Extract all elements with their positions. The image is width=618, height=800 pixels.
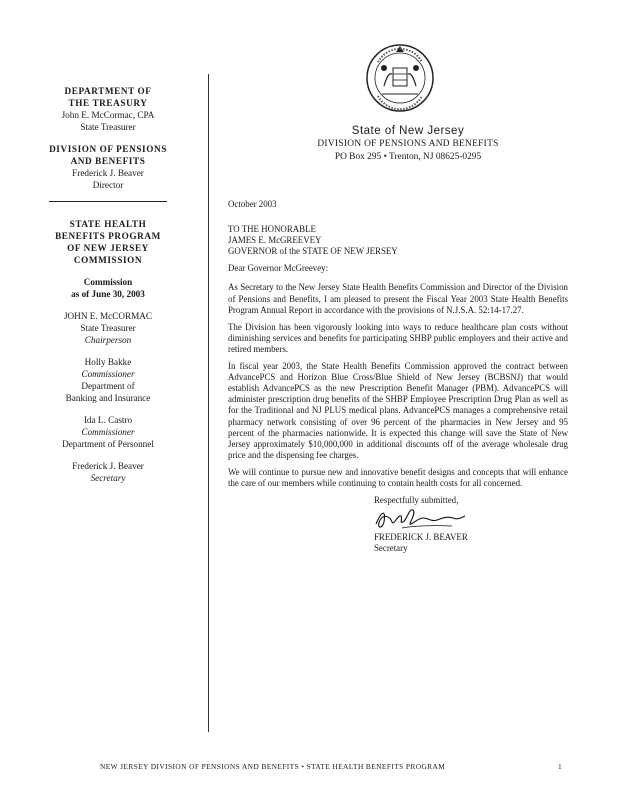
commission-heading-line: STATE HEALTH xyxy=(69,219,147,229)
member-role: Commissioner xyxy=(81,369,135,379)
paragraph: The Division has been vigorously looking into ways to reduce healthcare plan costs without diminishing services and benefits for participating SHBP public employers and their active and retired members. xyxy=(228,321,568,354)
signer-name: FREDERICK J. BEAVER xyxy=(374,532,468,543)
paragraph: In fiscal year 2003, the State Health Benefits Commission approved the contract between AdvancePCS and Horizon Blue Cross/Blue Shield of New Jersey (BCBSNJ) that would establish AdvancePCS as the new Prescription Benefit Manager (PBM). AdvancePCS will administer prescription drug benefits of the SHBP Employee Prescription Drug Plan as well as for the Traditional and NJ PLUS medical plans. AdvancePCS manages a comprehensive retail pharmacy network consisting of over 96 percent of the pharmacies in New Jersey and 95 percent of the pharmacies nationwide. It is expected this change will save the State of New Jersey approximately $10,000,000 in additional discounts off of the average wholesale drug price and the dispensing fee charges. xyxy=(228,361,568,460)
sidebar-divider xyxy=(49,201,167,202)
dept-line-1: DEPARTMENT OF xyxy=(64,86,152,96)
member-name: Ida L. Castro xyxy=(83,415,133,425)
member-castro xyxy=(14,414,202,450)
member-chair xyxy=(14,310,202,346)
vertical-divider xyxy=(208,74,209,732)
page-number: 1 xyxy=(558,762,563,771)
member-dept: Department of xyxy=(81,381,135,391)
member-role: Secretary xyxy=(90,473,126,483)
commission-heading-line: OF NEW JERSEY xyxy=(67,243,149,253)
treasurer-name: John E. McCormac, CPA xyxy=(61,110,155,120)
commission-date-line: Commission xyxy=(83,277,133,287)
division-name: DIVISION OF PENSIONS AND BENEFITS xyxy=(317,139,499,149)
member-title: State Treasurer xyxy=(80,323,136,333)
paragraph: As Secretary to the New Jersey State Health Benefits Commission and Director of the Division of Pensions and Benefits, I am pleased to present the Fiscal Year 2003 State Health Benefits Program Annual Report in accordance with the provisions of N.J.S.A. 52:14-17.27. xyxy=(228,282,568,315)
treasurer-title: State Treasurer xyxy=(80,122,136,132)
footer-text: NEW JERSEY DIVISION OF PENSIONS AND BENEFITS • STATE HEALTH BENEFITS PROGRAM xyxy=(100,762,446,771)
commission-heading xyxy=(14,218,202,266)
member-dept: Banking and Insurance xyxy=(65,393,151,403)
director-title: Director xyxy=(92,180,124,190)
letterhead xyxy=(228,124,588,164)
sidebar xyxy=(14,85,202,494)
salutation: Dear Governor McGreevey: xyxy=(228,263,329,274)
treasury-block xyxy=(14,85,202,133)
dept-line-2: THE TREASURY xyxy=(68,98,148,108)
member-role: Commissioner xyxy=(81,427,135,437)
member-name: Holly Bakke xyxy=(84,357,132,367)
commission-date xyxy=(14,276,202,300)
signature-icon xyxy=(372,506,482,532)
division-line-2: AND BENEFITS xyxy=(70,156,146,166)
member-role: Chairperson xyxy=(84,335,132,345)
commission-heading-line: BENEFITS PROGRAM xyxy=(55,231,161,241)
signer-title: Secretary xyxy=(374,543,408,554)
addressee-line: JAMES E. McGREEVEY xyxy=(228,235,322,246)
addressee-line: GOVERNOR of the STATE OF NEW JERSEY xyxy=(228,246,398,257)
member-beaver xyxy=(14,460,202,484)
letter-date: October 2003 xyxy=(228,199,277,209)
closing: Respectfully submitted, xyxy=(374,495,459,506)
director-name: Frederick J. Beaver xyxy=(72,168,144,178)
member-dept: Department of Personnel xyxy=(62,439,154,449)
member-name: JOHN E. McCORMAC xyxy=(63,311,153,321)
division-block xyxy=(14,143,202,191)
member-bakke xyxy=(14,356,202,404)
commission-date-line: as of June 30, 2003 xyxy=(71,289,145,299)
paragraph: We will continue to pursue new and innovative benefit designs and concepts that will enhance the care of our members while continuing to contain health costs for all concerned. xyxy=(228,466,568,488)
letter-body xyxy=(228,199,568,554)
addressee-line: TO THE HONORABLE xyxy=(228,224,316,235)
state-name: State of New Jersey xyxy=(351,125,465,137)
commission-heading-line: COMMISSION xyxy=(73,255,143,265)
member-name: Frederick J. Beaver xyxy=(72,461,144,471)
closing-block xyxy=(374,495,568,554)
address: PO Box 295 • Trenton, NJ 08625-0295 xyxy=(334,152,482,162)
division-line-1: DIVISION OF PENSIONS xyxy=(49,144,167,154)
state-seal-icon xyxy=(364,40,436,114)
